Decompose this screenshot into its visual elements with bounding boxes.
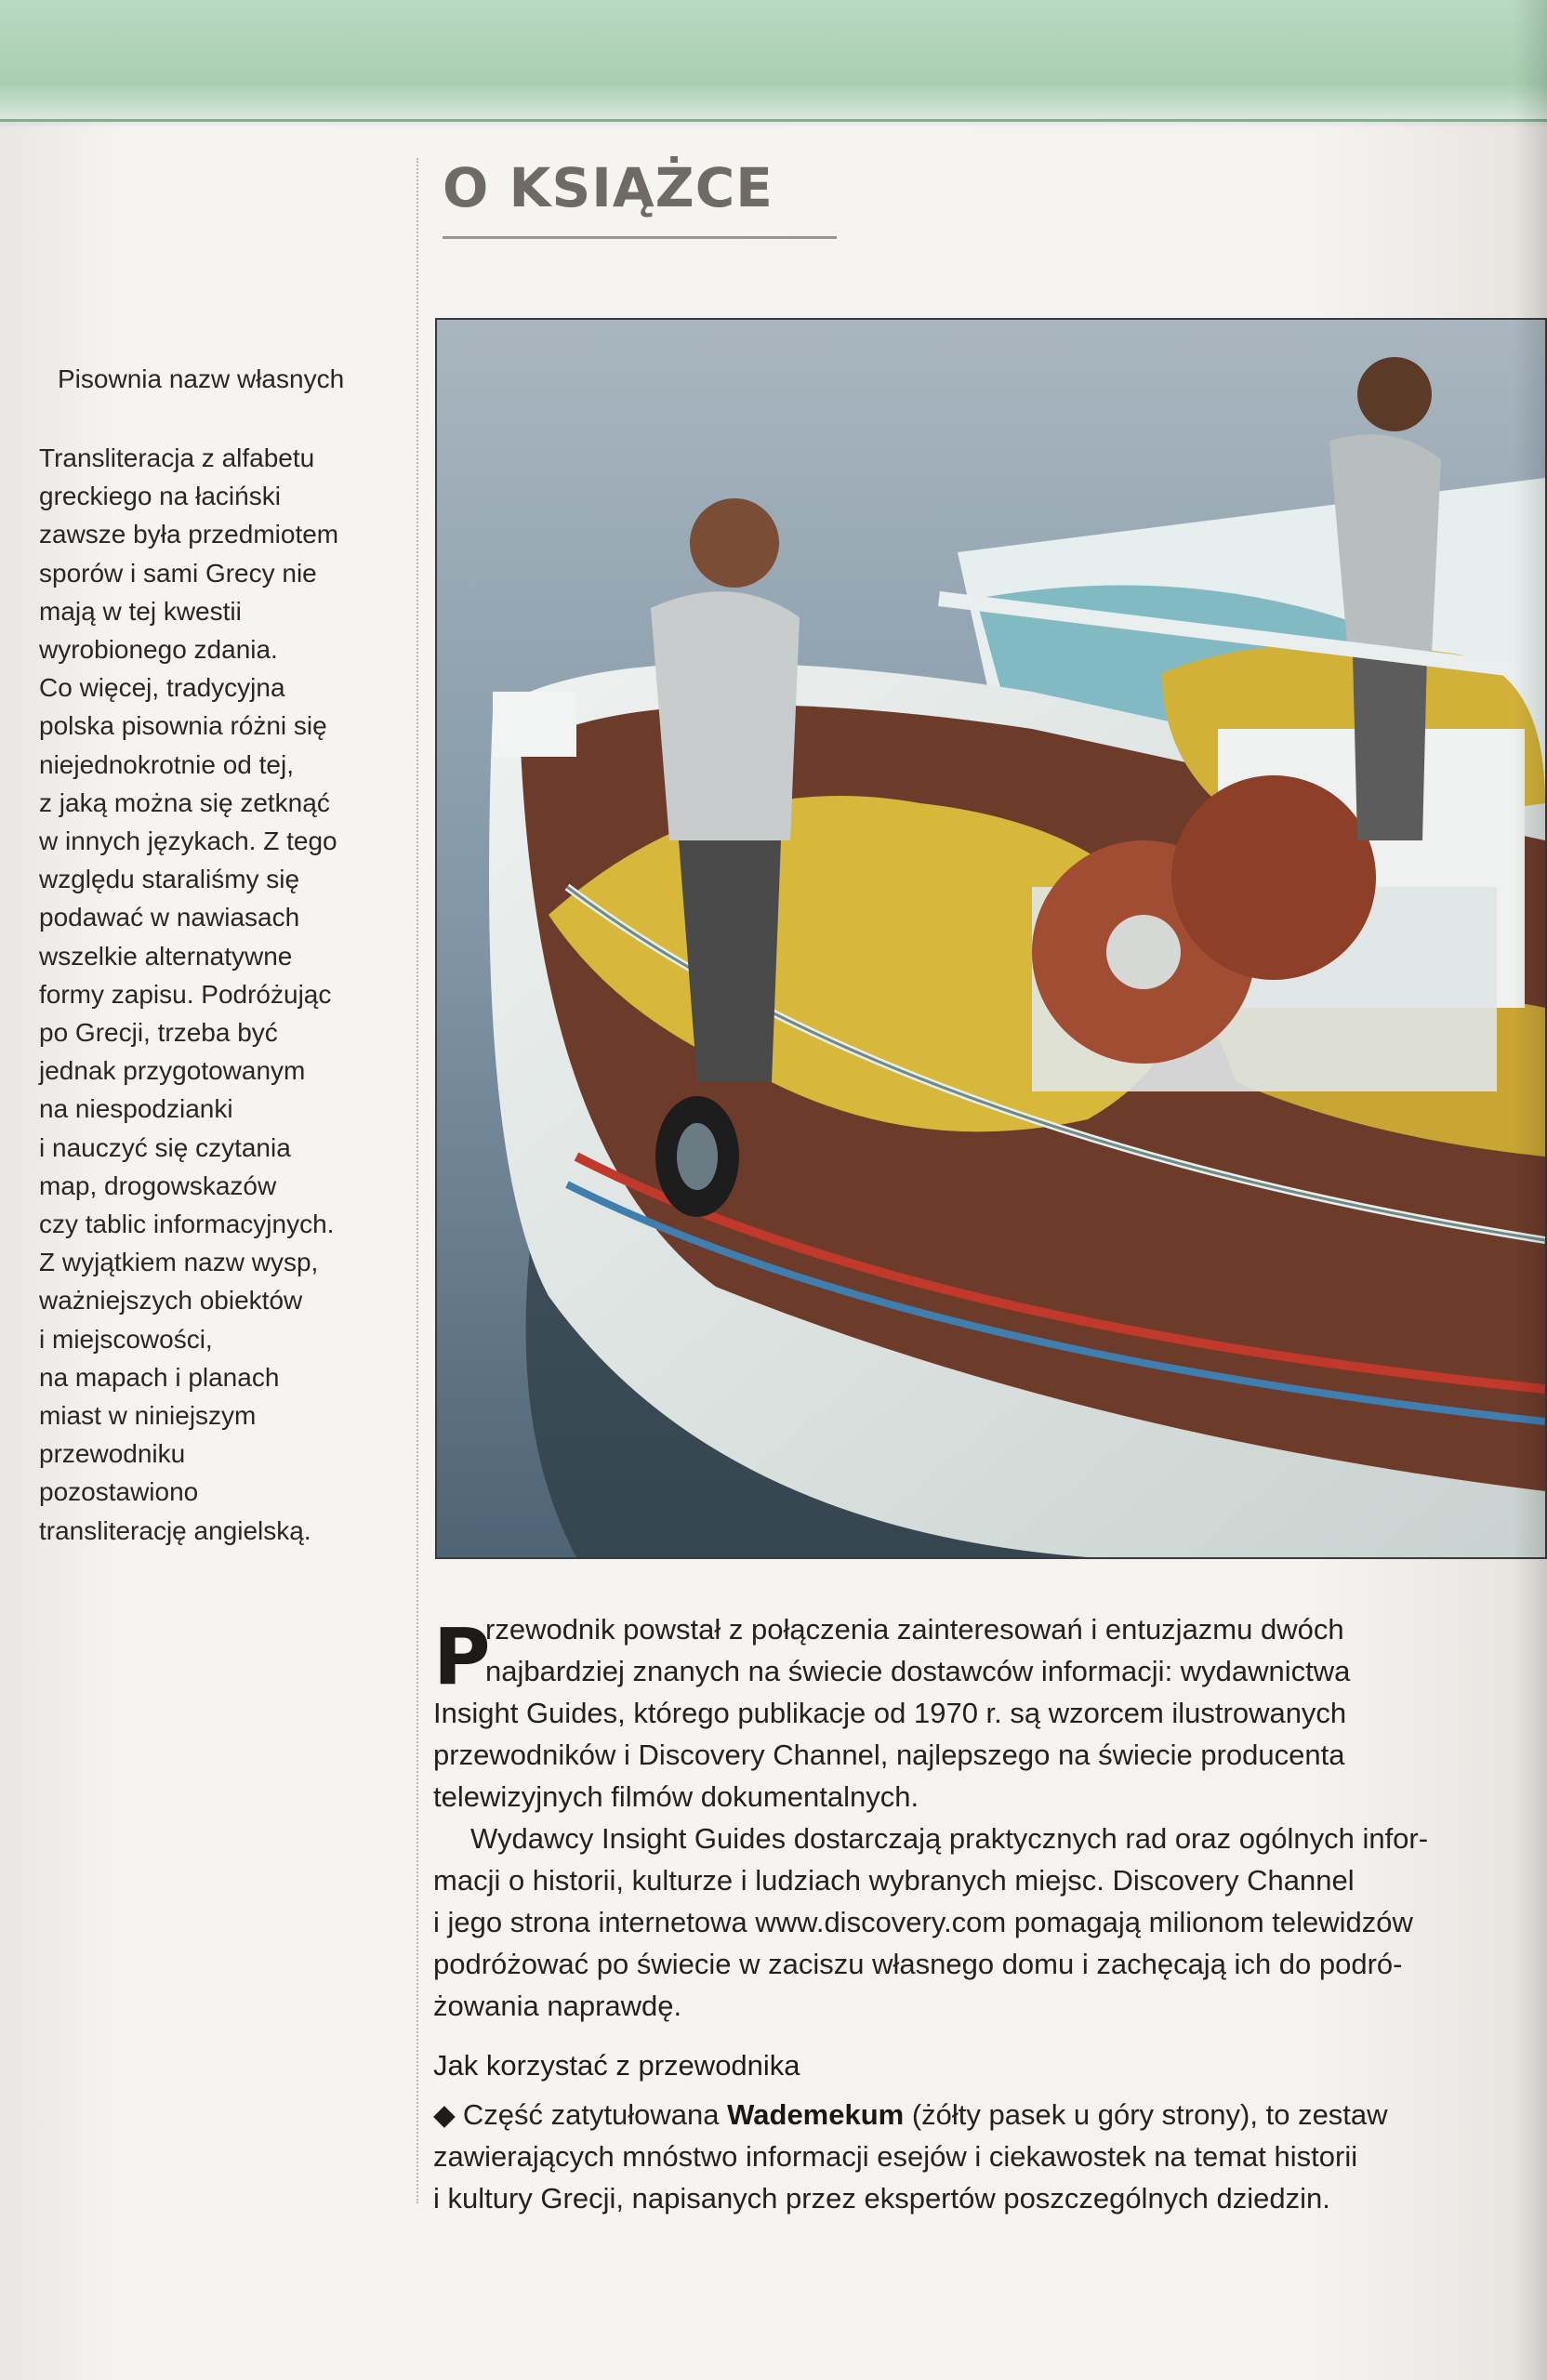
diamond-bullet-icon: ◆	[433, 2098, 456, 2131]
sidebar-line: sporów i sami Grecy nie	[39, 558, 317, 588]
sidebar-line: niejednokrotnie od tej,	[39, 749, 294, 779]
sidebar-line: formy zapisu. Podróżując	[39, 979, 332, 1009]
paragraph-1	[433, 1608, 1465, 1818]
sidebar-line: w innych językach. Z tego	[39, 826, 337, 856]
sidebar-line: wyrobionego zdania.	[39, 635, 278, 665]
section-text	[433, 2094, 1465, 2219]
sidebar-line: na mapach i planach	[39, 1362, 280, 1392]
sidebar-line: greckiego na łaciński	[39, 482, 281, 511]
sidebar-line: map, drogowskazów	[39, 1170, 277, 1200]
paragraph-line: rzewodnik powstał z połączenia zainteresowań i entuzjazmu dwóch	[485, 1613, 1344, 1646]
section-color-bar	[0, 0, 1547, 122]
sidebar-line: polska pisownia różni się	[39, 711, 327, 741]
sidebar-text	[39, 439, 411, 1550]
section-line: i kultury Grecji, napisanych przez ekspertów poszczególnych dziedzin.	[433, 2182, 1330, 2215]
sidebar-line: transliterację angielską.	[39, 1515, 311, 1545]
paragraph-line: żowania naprawdę.	[433, 1990, 682, 2022]
paragraph-line: Insight Guides, którego publikacje od 1970 r. są wzorcem ilustrowanych	[433, 1697, 1347, 1729]
sidebar-line: Transliteracja z alfabetu	[39, 443, 315, 472]
section-line-end: (żółty pasek u góry strony), to zestaw	[904, 2098, 1388, 2131]
drop-cap: P	[433, 1611, 491, 1702]
paragraph-2	[433, 1818, 1465, 2027]
sidebar-line: Z wyjątkiem nazw wysp,	[39, 1248, 319, 1277]
section-line: zawierających mnóstwo informacji esejów i ciekawostek na temat historii	[433, 2140, 1358, 2173]
title-underline	[443, 236, 837, 239]
sidebar-line: na niespodzianki	[39, 1094, 233, 1124]
sidebar-line: względu staraliśmy się	[39, 865, 300, 894]
section-first-line	[433, 2094, 1465, 2135]
paragraph-line: macji o historii, kulturze i ludziach wybranych miejsc. Discovery Channel	[433, 1864, 1355, 1897]
paragraph-line: i jego strona internetowa www.discovery.com pomagają milionom telewidzów	[433, 1906, 1413, 1938]
sidebar-line: wszelkie alternatywne	[39, 941, 293, 971]
sidebar-line: i miejscowości,	[39, 1324, 213, 1354]
column-divider	[416, 158, 418, 2203]
sidebar-line: zawsze była przedmiotem	[39, 520, 339, 549]
body-text	[433, 1608, 1465, 2027]
wademekum-term: Wademekum	[727, 2098, 905, 2131]
sidebar-line: ważniejszych obiektów	[39, 1286, 303, 1316]
paragraph-line: podróżować po świecie w zaciszu własnego domu i zachęcają ich do podró-	[433, 1948, 1403, 1980]
sidebar-line: Co więcej, tradycyjna	[39, 673, 285, 703]
sidebar-line: z jaką można się zetknąć	[39, 787, 330, 817]
page-edge-shadow	[1514, 0, 1547, 2380]
sidebar-line: jednak przygotowanym	[39, 1056, 306, 1086]
sidebar-line: czy tablic informacyjnych.	[39, 1210, 335, 1239]
sidebar-heading: Pisownia nazw własnych	[58, 364, 345, 393]
sidebar-line: miast w niniejszym	[39, 1401, 257, 1431]
paragraph-line: najbardziej znanych na świecie dostawców informacji: wydawnictwa	[485, 1655, 1351, 1687]
sidebar-line: pozostawiono	[39, 1477, 199, 1507]
paragraph-line: Wydawcy Insight Guides dostarczają praktycznych rad oraz ogólnych infor-	[470, 1822, 1429, 1855]
paragraph-line: telewizyjnych filmów dokumentalnych.	[433, 1780, 919, 1813]
section-heading: Jak korzystać z przewodnika	[433, 2049, 800, 2082]
sidebar-line: po Grecji, trzeba być	[39, 1018, 278, 1048]
fishing-boat-photo	[435, 318, 1547, 1559]
paragraph-line: przewodników i Discovery Channel, najlepszego na świecie producenta	[433, 1739, 1345, 1771]
section-line-start: Część zatytułowana	[462, 2098, 728, 2131]
sidebar-line: mają w tej kwestii	[39, 596, 242, 626]
sidebar-line: podawać w nawiasach	[39, 903, 300, 932]
page-title: O KSIĄŻCE	[443, 156, 774, 219]
sidebar-line: i nauczyć się czytania	[39, 1132, 291, 1162]
color-bar-shadow	[0, 119, 1547, 128]
sidebar-line: przewodniku	[39, 1439, 186, 1469]
